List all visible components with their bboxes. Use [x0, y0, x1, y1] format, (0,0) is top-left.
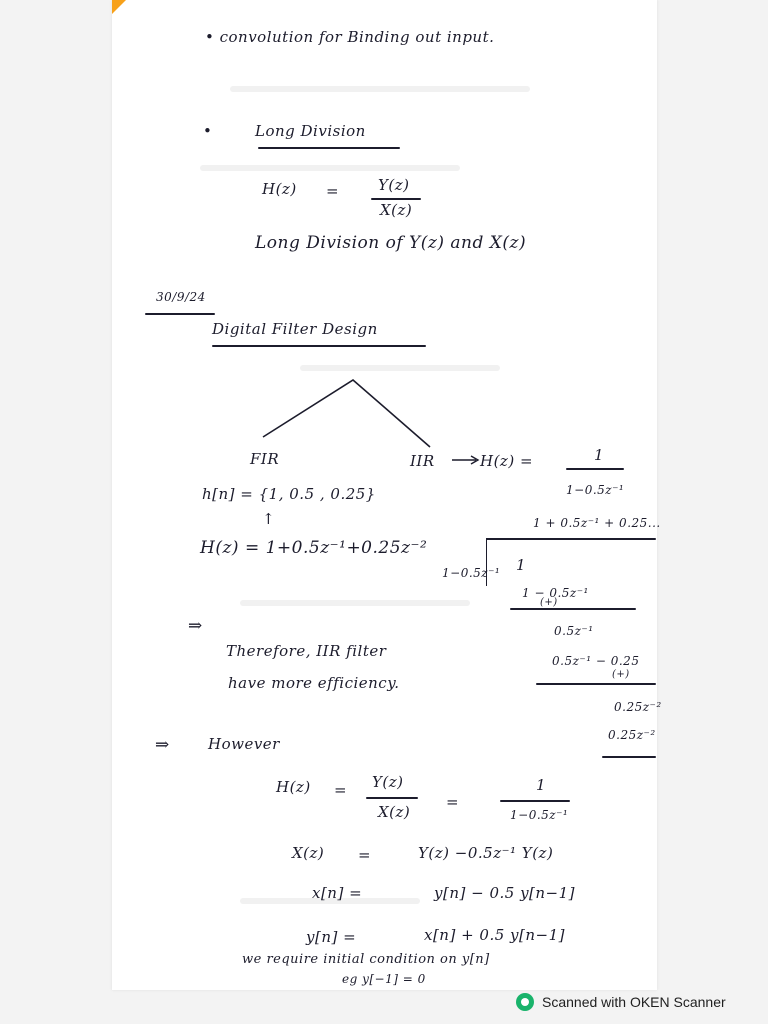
iir-denominator: 1−0.5z⁻¹: [566, 483, 625, 497]
fraction-numerator: 1: [536, 776, 547, 794]
long-division-sentence: Long Division of Y(z) and X(z): [255, 233, 527, 253]
iir-transfer-h: H(z) =: [480, 452, 534, 470]
fir-label: FIR: [250, 450, 280, 468]
xz-rhs: Y(z) −0.5z⁻¹ Y(z): [418, 844, 554, 862]
conclusion-line1: Therefore, IIR filter: [226, 642, 387, 660]
iir-label: IIR: [410, 452, 435, 470]
fraction-denominator: 1−0.5z⁻¹: [510, 808, 569, 822]
iir-numerator: 1: [594, 446, 605, 464]
fraction-bar: [366, 797, 418, 799]
hz-label-2: H(z): [276, 778, 311, 796]
heading-digital-filter-design: Digital Filter Design: [212, 320, 378, 338]
initial-condition-example: eg y[−1] = 0: [342, 972, 426, 986]
long-division-remainder1: 0.5z⁻¹: [554, 624, 594, 638]
scanner-watermark: [516, 990, 726, 1014]
long-division-step-bar: [510, 608, 636, 610]
long-division-step1: 1 − 0.5z⁻¹: [522, 586, 589, 600]
fraction-numerator: Y(z): [378, 176, 410, 194]
long-division-step2-sign: (+): [612, 669, 630, 680]
yn-rhs: x[n] + 0.5 y[n−1]: [424, 926, 566, 944]
long-division-remainder2b: 0.25z⁻²: [608, 728, 656, 742]
impulse-response-definition: h[n] = {1, 0.5 , 0.25}: [202, 485, 376, 503]
implies-arrow: ⇒: [155, 735, 170, 755]
xn-rhs: y[n] − 0.5 y[n−1]: [434, 884, 576, 902]
scanner-watermark-text: Scanned with OKEN Scanner: [542, 994, 726, 1010]
long-division-divisor: 1−0.5z⁻¹: [442, 566, 501, 580]
initial-condition-note: we require initial condition on y[n]: [242, 952, 490, 967]
equals-sign: =: [326, 182, 340, 200]
implies-arrow: ⇒: [188, 616, 203, 636]
hz-label: H(z): [262, 180, 297, 198]
however-label: However: [208, 735, 280, 753]
yn-lhs: y[n] =: [306, 928, 357, 946]
equals-sign: =: [334, 781, 348, 799]
long-division-step2: 0.5z⁻¹ − 0.25: [552, 654, 640, 668]
equals-sign: =: [446, 793, 460, 811]
fraction-bar: [500, 800, 570, 802]
origin-arrow: ↑: [262, 510, 276, 528]
long-division-quotient: 1 + 0.5z⁻¹ + 0.25...: [533, 516, 661, 530]
fraction-numerator: Y(z): [372, 773, 404, 791]
fraction-denominator: X(z): [380, 201, 413, 219]
long-division-remainder2a: 0.25z⁻²: [614, 700, 662, 714]
xz-lhs: X(z): [292, 844, 325, 862]
iir-fraction-bar: [566, 468, 624, 470]
long-division-dividend: 1: [516, 556, 527, 574]
note-line-convolution: • convolution for Binding out input.: [205, 28, 495, 46]
hz-expansion: H(z) = 1+0.5z⁻¹+0.25z⁻²: [200, 538, 428, 558]
date-stamp: 30/9/24: [156, 290, 206, 304]
long-division-step-bar: [536, 683, 656, 685]
long-division-step1-sign: (+): [540, 597, 558, 608]
xn-lhs: x[n] =: [312, 884, 363, 902]
conclusion-line2: have more efficiency.: [228, 674, 400, 692]
bullet: •: [203, 122, 213, 140]
heading-long-division: Long Division: [255, 122, 366, 140]
equals-sign: =: [358, 846, 372, 864]
oken-scanner-logo-icon: [516, 993, 534, 1011]
long-division-step-bar: [602, 756, 656, 758]
fraction-denominator: X(z): [378, 803, 411, 821]
long-division-top-bar: [486, 538, 656, 540]
